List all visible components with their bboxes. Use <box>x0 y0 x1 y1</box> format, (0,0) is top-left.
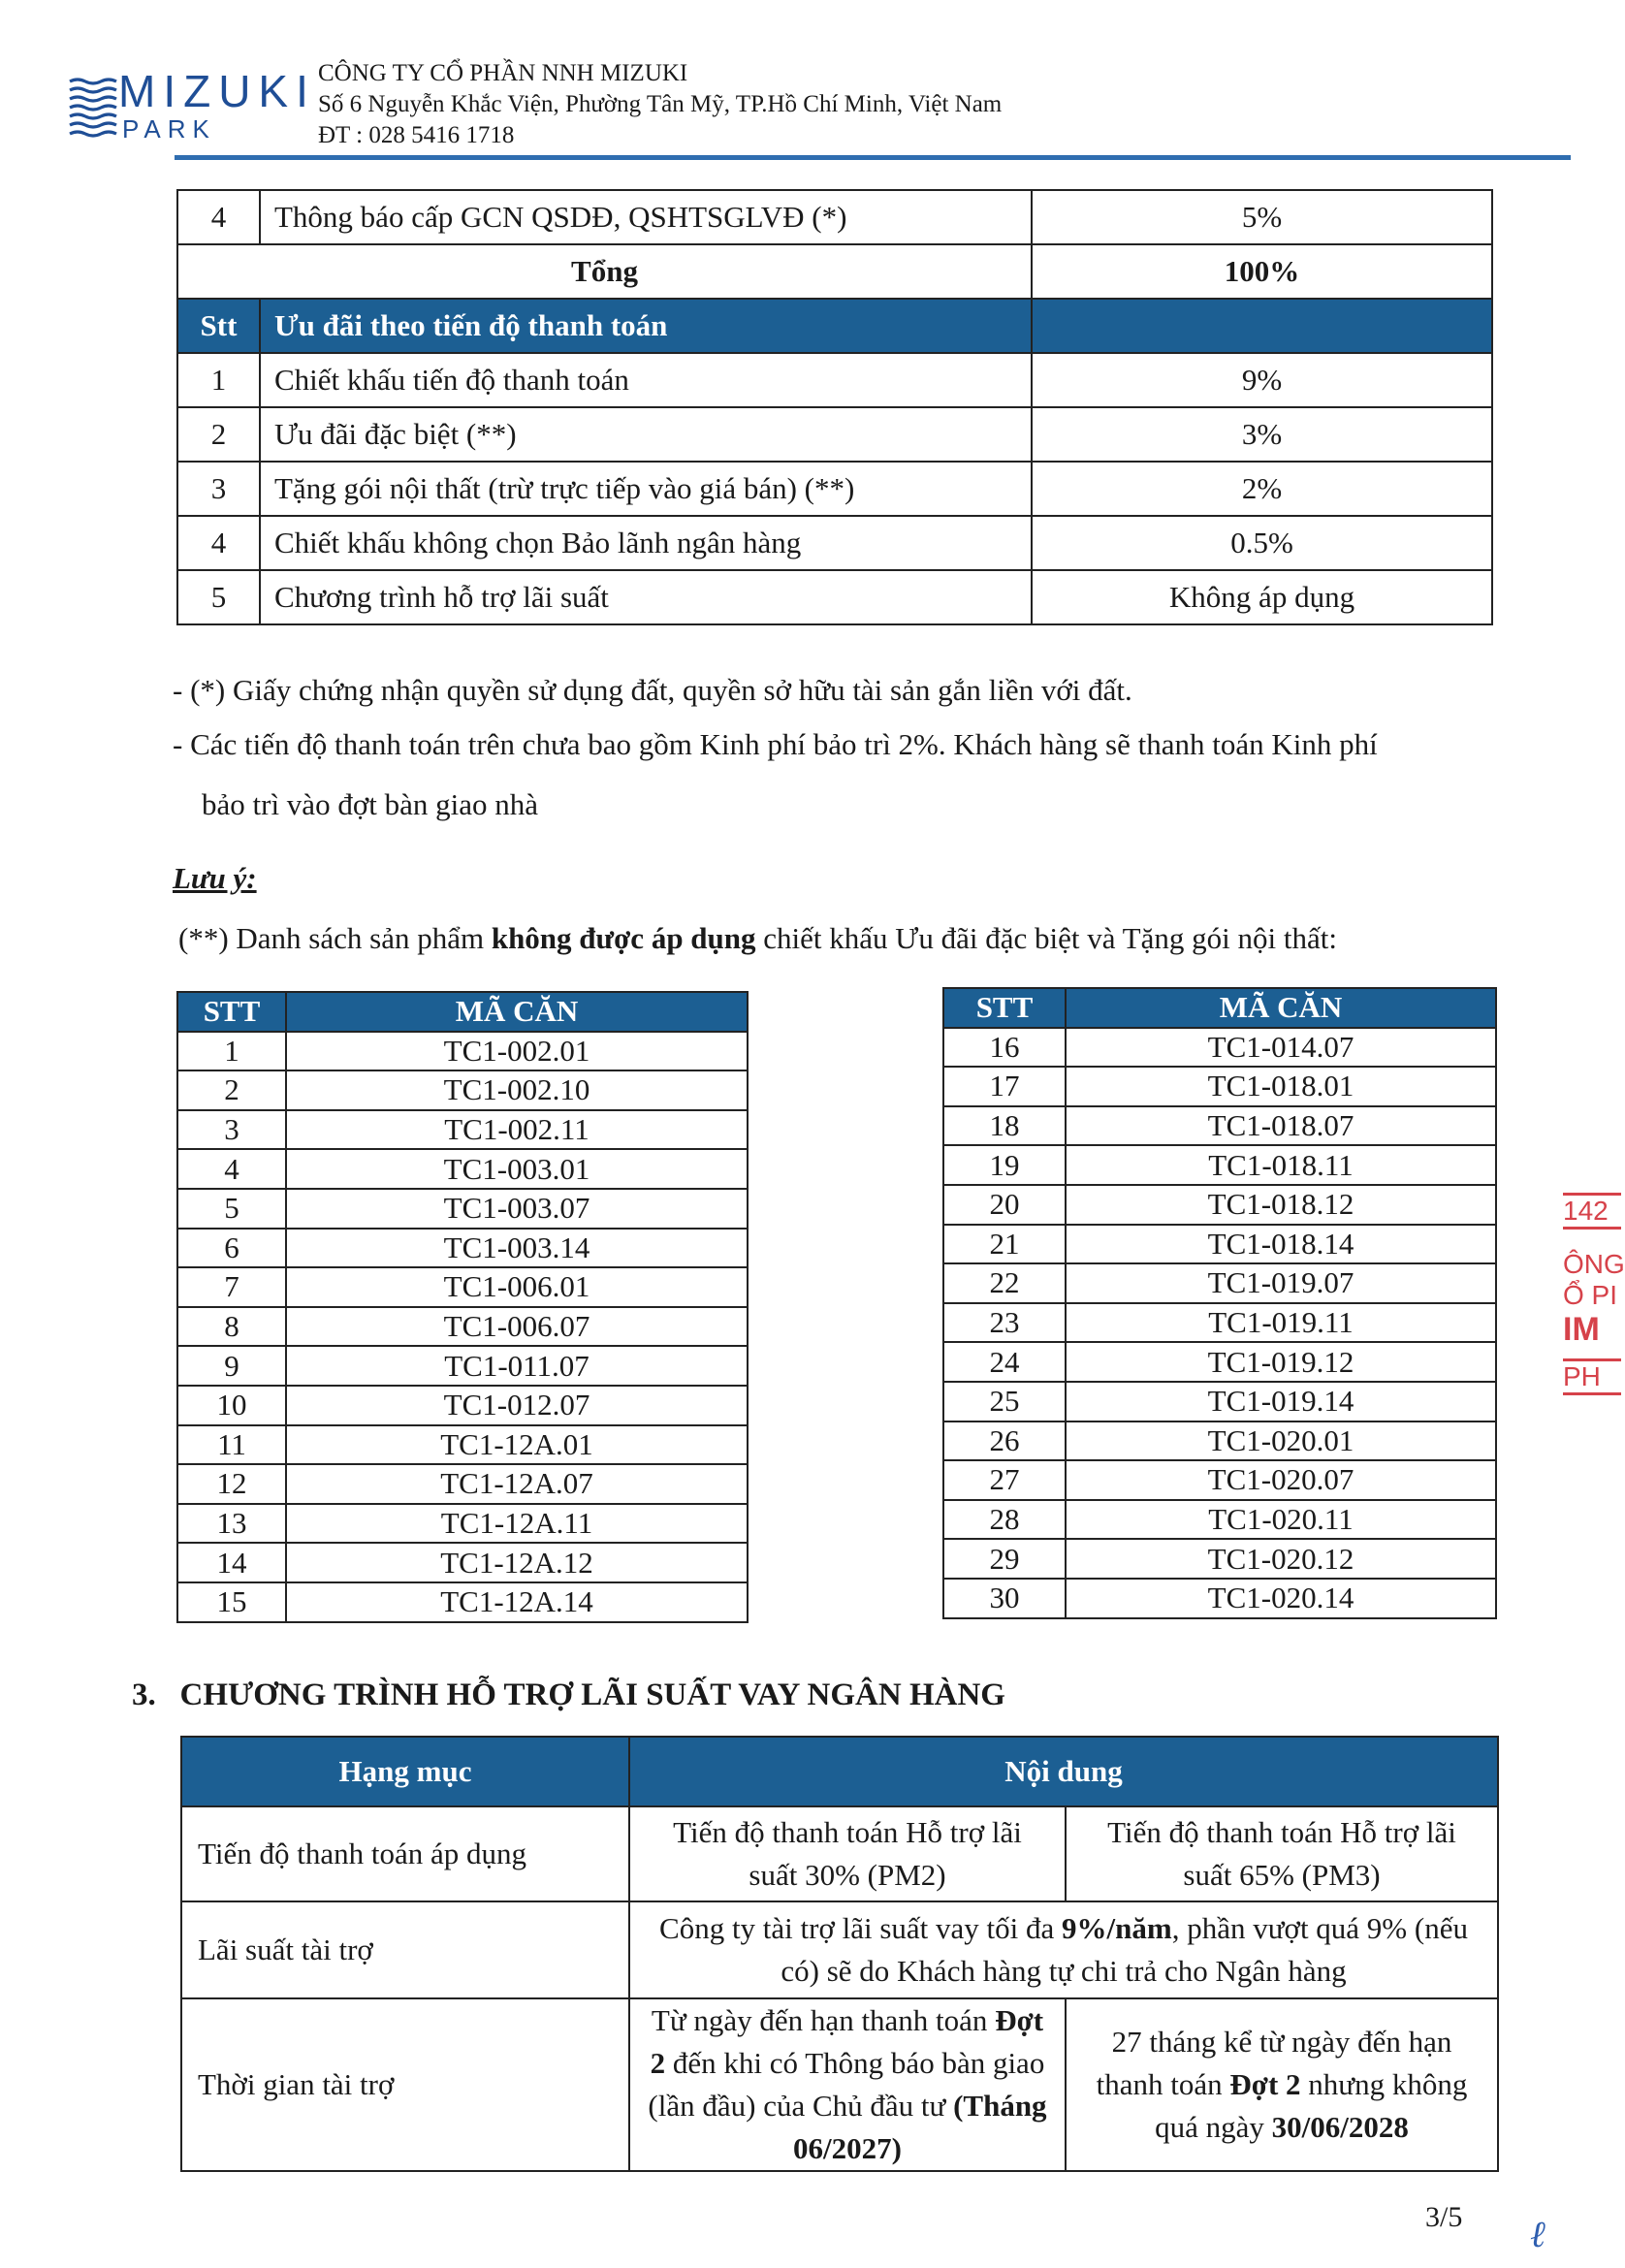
stt-cell: 2 <box>177 1070 286 1110</box>
unit-code-cell: TC1-003.07 <box>286 1189 748 1229</box>
unit-code-cell: TC1-019.11 <box>1066 1303 1496 1343</box>
label-cell: Chương trình hỗ trợ lãi suất <box>260 570 1032 624</box>
stt-cell: 16 <box>943 1028 1066 1068</box>
unit-code-cell: TC1-019.07 <box>1066 1263 1496 1303</box>
unit-code-cell: TC1-018.11 <box>1066 1145 1496 1185</box>
stt-cell: 9 <box>177 1346 286 1386</box>
value-cell: Không áp dụng <box>1032 570 1492 624</box>
table-row <box>177 1582 748 1622</box>
unit-code-cell: TC1-020.11 <box>1066 1500 1496 1540</box>
unit-code-cell: TC1-020.12 <box>1066 1539 1496 1579</box>
logo-sub: PARK <box>122 114 216 144</box>
table-row <box>177 1346 748 1386</box>
stt-cell: 29 <box>943 1539 1066 1579</box>
stt-cell: 1 <box>177 353 260 407</box>
stt-cell: 4 <box>177 190 260 244</box>
header-label: Ưu đãi theo tiến độ thanh toán <box>260 299 1032 353</box>
section-number: 3. <box>132 1677 156 1712</box>
table-row <box>177 407 1492 462</box>
table-row <box>177 353 1492 407</box>
unit-code-cell: TC1-012.07 <box>286 1386 748 1425</box>
company-stamp <box>1563 1193 1625 1484</box>
unit-code-cell: TC1-020.01 <box>1066 1421 1496 1461</box>
value-cell: 2% <box>1032 462 1492 516</box>
stt-cell: 23 <box>943 1303 1066 1343</box>
company-logo <box>60 64 316 161</box>
period-a-mid: đến khi có Thông báo bàn giao (lần đầu) của Chủ đầu tư <box>648 2046 1045 2123</box>
table-row <box>943 1263 1496 1303</box>
section-title: CHƯƠNG TRÌNH HỖ TRỢ LÃI SUẤT VAY NGÂN HÀNG <box>179 1677 1005 1712</box>
unit-code-cell: TC1-018.14 <box>1066 1225 1496 1264</box>
table-row <box>177 570 1492 624</box>
unit-code-cell: TC1-003.01 <box>286 1149 748 1189</box>
note-2-line-2: bảo trì vào đợt bàn giao nhà <box>202 787 538 821</box>
stamp-line: IM <box>1563 1311 1600 1348</box>
wave-logo-icon <box>68 76 116 140</box>
period-b-bold1: Đợt 2 <box>1229 2067 1301 2101</box>
stt-cell: 19 <box>943 1145 1066 1185</box>
total-value: 100% <box>1032 244 1492 299</box>
table-row <box>177 1425 748 1465</box>
stt-cell: 13 <box>177 1504 286 1544</box>
unit-list-right-body <box>943 1028 1496 1618</box>
header-empty <box>1032 299 1492 353</box>
luu-y-heading: Lưu ý: <box>173 861 257 895</box>
stt-cell: 3 <box>177 1110 286 1150</box>
stamp-line: Ổ PI <box>1563 1280 1618 1310</box>
table-row <box>943 1185 1496 1225</box>
table-row <box>177 1189 748 1229</box>
unit-code-cell: TC1-006.01 <box>286 1267 748 1307</box>
table-row <box>181 1901 1498 1998</box>
period-a-bold1: Đợt 2 <box>650 2003 1044 2080</box>
value-cell: 9% <box>1032 353 1492 407</box>
stt-cell: 14 <box>177 1543 286 1582</box>
value-cell: 3% <box>1032 407 1492 462</box>
row-label: Lãi suất tài trợ <box>181 1901 629 1998</box>
stt-cell: 10 <box>177 1386 286 1425</box>
table-row <box>177 1149 748 1189</box>
stt-cell: 20 <box>943 1185 1066 1225</box>
stt-cell: 4 <box>177 1149 286 1189</box>
table-row <box>177 1267 748 1307</box>
table-header-row <box>181 1737 1498 1806</box>
list-intro-pre: (**) Danh sách sản phẩm <box>178 921 492 955</box>
pm2-cell: Tiến độ thanh toán Hỗ trợ lãi suất 30% (PM2) <box>629 1806 1066 1901</box>
table-row <box>943 1028 1496 1068</box>
table-row <box>177 1386 748 1425</box>
period-b-pre: 27 tháng kể từ ngày đến hạn thanh toán <box>1096 2025 1452 2101</box>
table-row <box>177 516 1492 570</box>
company-phone: ĐT : 028 5416 1718 <box>318 122 515 148</box>
incentive-header-row <box>177 299 1492 353</box>
stt-cell: 30 <box>943 1579 1066 1618</box>
unit-code-cell: TC1-014.07 <box>1066 1028 1496 1068</box>
table-row <box>943 1382 1496 1421</box>
rate-post: , phần vượt quá 9% (nếu có) sẽ do Khách hàng tự chi trả cho Ngân hàng <box>781 1911 1468 1988</box>
stt-cell: 4 <box>177 516 260 570</box>
company-info <box>318 58 1002 151</box>
col-code-header: MÃ CĂN <box>1066 988 1496 1028</box>
unit-code-cell: TC1-018.01 <box>1066 1067 1496 1106</box>
rate-pre: Công ty tài trợ lãi suất vay tối đa <box>659 1911 1063 1945</box>
table-row <box>943 1342 1496 1382</box>
stt-cell: 5 <box>177 570 260 624</box>
value-cell: 5% <box>1032 190 1492 244</box>
stt-cell: 3 <box>177 462 260 516</box>
unit-code-cell: TC1-12A.12 <box>286 1543 748 1582</box>
stt-cell: 21 <box>943 1225 1066 1264</box>
period-a-bold2: (Tháng 06/2027) <box>793 2089 1047 2165</box>
label-cell: Chiết khấu tiến độ thanh toán <box>260 353 1032 407</box>
table-row <box>181 1806 1498 1901</box>
stamp-line: PH <box>1563 1358 1621 1395</box>
col-item-header: Hạng mục <box>181 1737 629 1806</box>
label-cell: Thông báo cấp GCN QSDĐ, QSHTSGLVĐ (*) <box>260 190 1032 244</box>
interest-support-table <box>180 1736 1499 2172</box>
stt-cell: 11 <box>177 1425 286 1465</box>
handwritten-initial: ℓ <box>1530 2213 1545 2255</box>
table-row <box>943 1145 1496 1185</box>
logo-word: MIZUKI <box>118 66 316 116</box>
unit-code-cell: TC1-018.07 <box>1066 1106 1496 1146</box>
stt-cell: 26 <box>943 1421 1066 1461</box>
label-cell: Ưu đãi đặc biệt (**) <box>260 407 1032 462</box>
total-row <box>177 244 1492 299</box>
period-b-mid: nhưng không quá ngày <box>1155 2067 1468 2144</box>
stt-cell: 25 <box>943 1382 1066 1421</box>
table-row <box>177 1504 748 1544</box>
stt-cell: 1 <box>177 1032 286 1071</box>
table-row <box>177 1032 748 1071</box>
unit-list-left-body <box>177 1032 748 1622</box>
unit-code-cell: TC1-020.14 <box>1066 1579 1496 1618</box>
stt-cell: 18 <box>943 1106 1066 1146</box>
stt-cell: 6 <box>177 1229 286 1268</box>
stt-cell: 12 <box>177 1464 286 1504</box>
unit-code-cell: TC1-011.07 <box>286 1346 748 1386</box>
stt-cell: 5 <box>177 1189 286 1229</box>
table-row <box>177 1070 748 1110</box>
note-2-line-1: - Các tiến độ thanh toán trên chưa bao gồm Kinh phí bảo trì 2%. Khách hàng sẽ thanh toán Kinh phí <box>173 727 1378 761</box>
stt-cell: 24 <box>943 1342 1066 1382</box>
stt-cell: 8 <box>177 1307 286 1347</box>
unit-code-cell: TC1-018.12 <box>1066 1185 1496 1225</box>
list-intro-bold: không được áp dụng <box>491 921 756 955</box>
section-3-heading <box>132 1677 1005 1713</box>
table-row <box>943 1579 1496 1618</box>
table-row <box>181 1998 1498 2171</box>
table-row <box>943 1106 1496 1146</box>
stt-cell: 17 <box>943 1067 1066 1106</box>
col-content-header: Nội dung <box>629 1737 1498 1806</box>
company-name: CÔNG TY CỔ PHẦN NNH MIZUKI <box>318 60 688 86</box>
table-row <box>943 1500 1496 1540</box>
unit-code-cell: TC1-002.11 <box>286 1110 748 1150</box>
label-cell: Chiết khấu không chọn Bảo lãnh ngân hàng <box>260 516 1032 570</box>
stt-cell: 2 <box>177 407 260 462</box>
total-label: Tổng <box>177 244 1032 299</box>
label-cell: Tặng gói nội thất (trừ trực tiếp vào giá bán) (**) <box>260 462 1032 516</box>
table-row <box>943 1225 1496 1264</box>
payment-incentive-table <box>176 189 1493 625</box>
period-pm3-cell <box>1066 1998 1498 2171</box>
value-cell: 0.5% <box>1032 516 1492 570</box>
rate-cell <box>629 1901 1498 1998</box>
page-number: 3/5 <box>1425 2201 1463 2233</box>
unit-code-cell: TC1-002.10 <box>286 1070 748 1110</box>
table-row <box>943 1539 1496 1579</box>
header-stt: Stt <box>177 299 260 353</box>
unit-code-cell: TC1-003.14 <box>286 1229 748 1268</box>
row-label: Tiến độ thanh toán áp dụng <box>181 1806 629 1901</box>
unit-code-cell: TC1-002.01 <box>286 1032 748 1071</box>
table-row <box>177 1307 748 1347</box>
list-intro-post: chiết khấu Ưu đãi đặc biệt và Tặng gói nội thất: <box>755 921 1337 955</box>
rate-bold: 9%/năm <box>1062 1911 1172 1945</box>
table-row <box>177 1110 748 1150</box>
table-row <box>943 1421 1496 1461</box>
period-pm2-cell <box>629 1998 1066 2171</box>
table-row <box>943 1067 1496 1106</box>
period-b-bold2: 30/06/2028 <box>1271 2110 1409 2144</box>
company-address: Số 6 Nguyễn Khắc Viện, Phường Tân Mỹ, TP.Hồ Chí Minh, Việt Nam <box>318 91 1003 117</box>
stt-cell: 7 <box>177 1267 286 1307</box>
stt-cell: 15 <box>177 1582 286 1622</box>
unit-list-right <box>942 987 1497 1619</box>
unit-code-cell: TC1-12A.01 <box>286 1425 748 1465</box>
col-stt-header: STT <box>943 988 1066 1028</box>
row-label: Thời gian tài trợ <box>181 1998 629 2171</box>
stt-cell: 27 <box>943 1460 1066 1500</box>
period-a-pre: Từ ngày đến hạn thanh toán <box>651 2003 996 2037</box>
col-code-header: MÃ CĂN <box>286 992 748 1032</box>
unit-code-cell: TC1-019.12 <box>1066 1342 1496 1382</box>
table-row <box>177 1229 748 1268</box>
pm3-cell: Tiến độ thanh toán Hỗ trợ lãi suất 65% (PM3) <box>1066 1806 1498 1901</box>
stamp-number: 142 <box>1563 1193 1621 1230</box>
col-stt-header: STT <box>177 992 286 1032</box>
stamp-line: ÔNG <box>1563 1249 1625 1279</box>
unit-code-cell: TC1-12A.14 <box>286 1582 748 1622</box>
unit-code-cell: TC1-019.14 <box>1066 1382 1496 1421</box>
table-row <box>177 1543 748 1582</box>
note-1: - (*) Giấy chứng nhận quyền sử dụng đất, quyền sở hữu tài sản gắn liền với đất. <box>173 673 1132 707</box>
unit-code-cell: TC1-12A.11 <box>286 1504 748 1544</box>
stt-cell: 28 <box>943 1500 1066 1540</box>
table-row <box>943 1460 1496 1500</box>
header-rule <box>175 155 1571 160</box>
list-intro <box>178 919 1337 958</box>
table-row <box>943 1303 1496 1343</box>
unit-list-left <box>176 991 749 1623</box>
table-row <box>177 190 1492 244</box>
table-row <box>177 462 1492 516</box>
stt-cell: 22 <box>943 1263 1066 1303</box>
unit-code-cell: TC1-020.07 <box>1066 1460 1496 1500</box>
unit-code-cell: TC1-12A.07 <box>286 1464 748 1504</box>
unit-code-cell: TC1-006.07 <box>286 1307 748 1347</box>
table-row <box>177 1464 748 1504</box>
